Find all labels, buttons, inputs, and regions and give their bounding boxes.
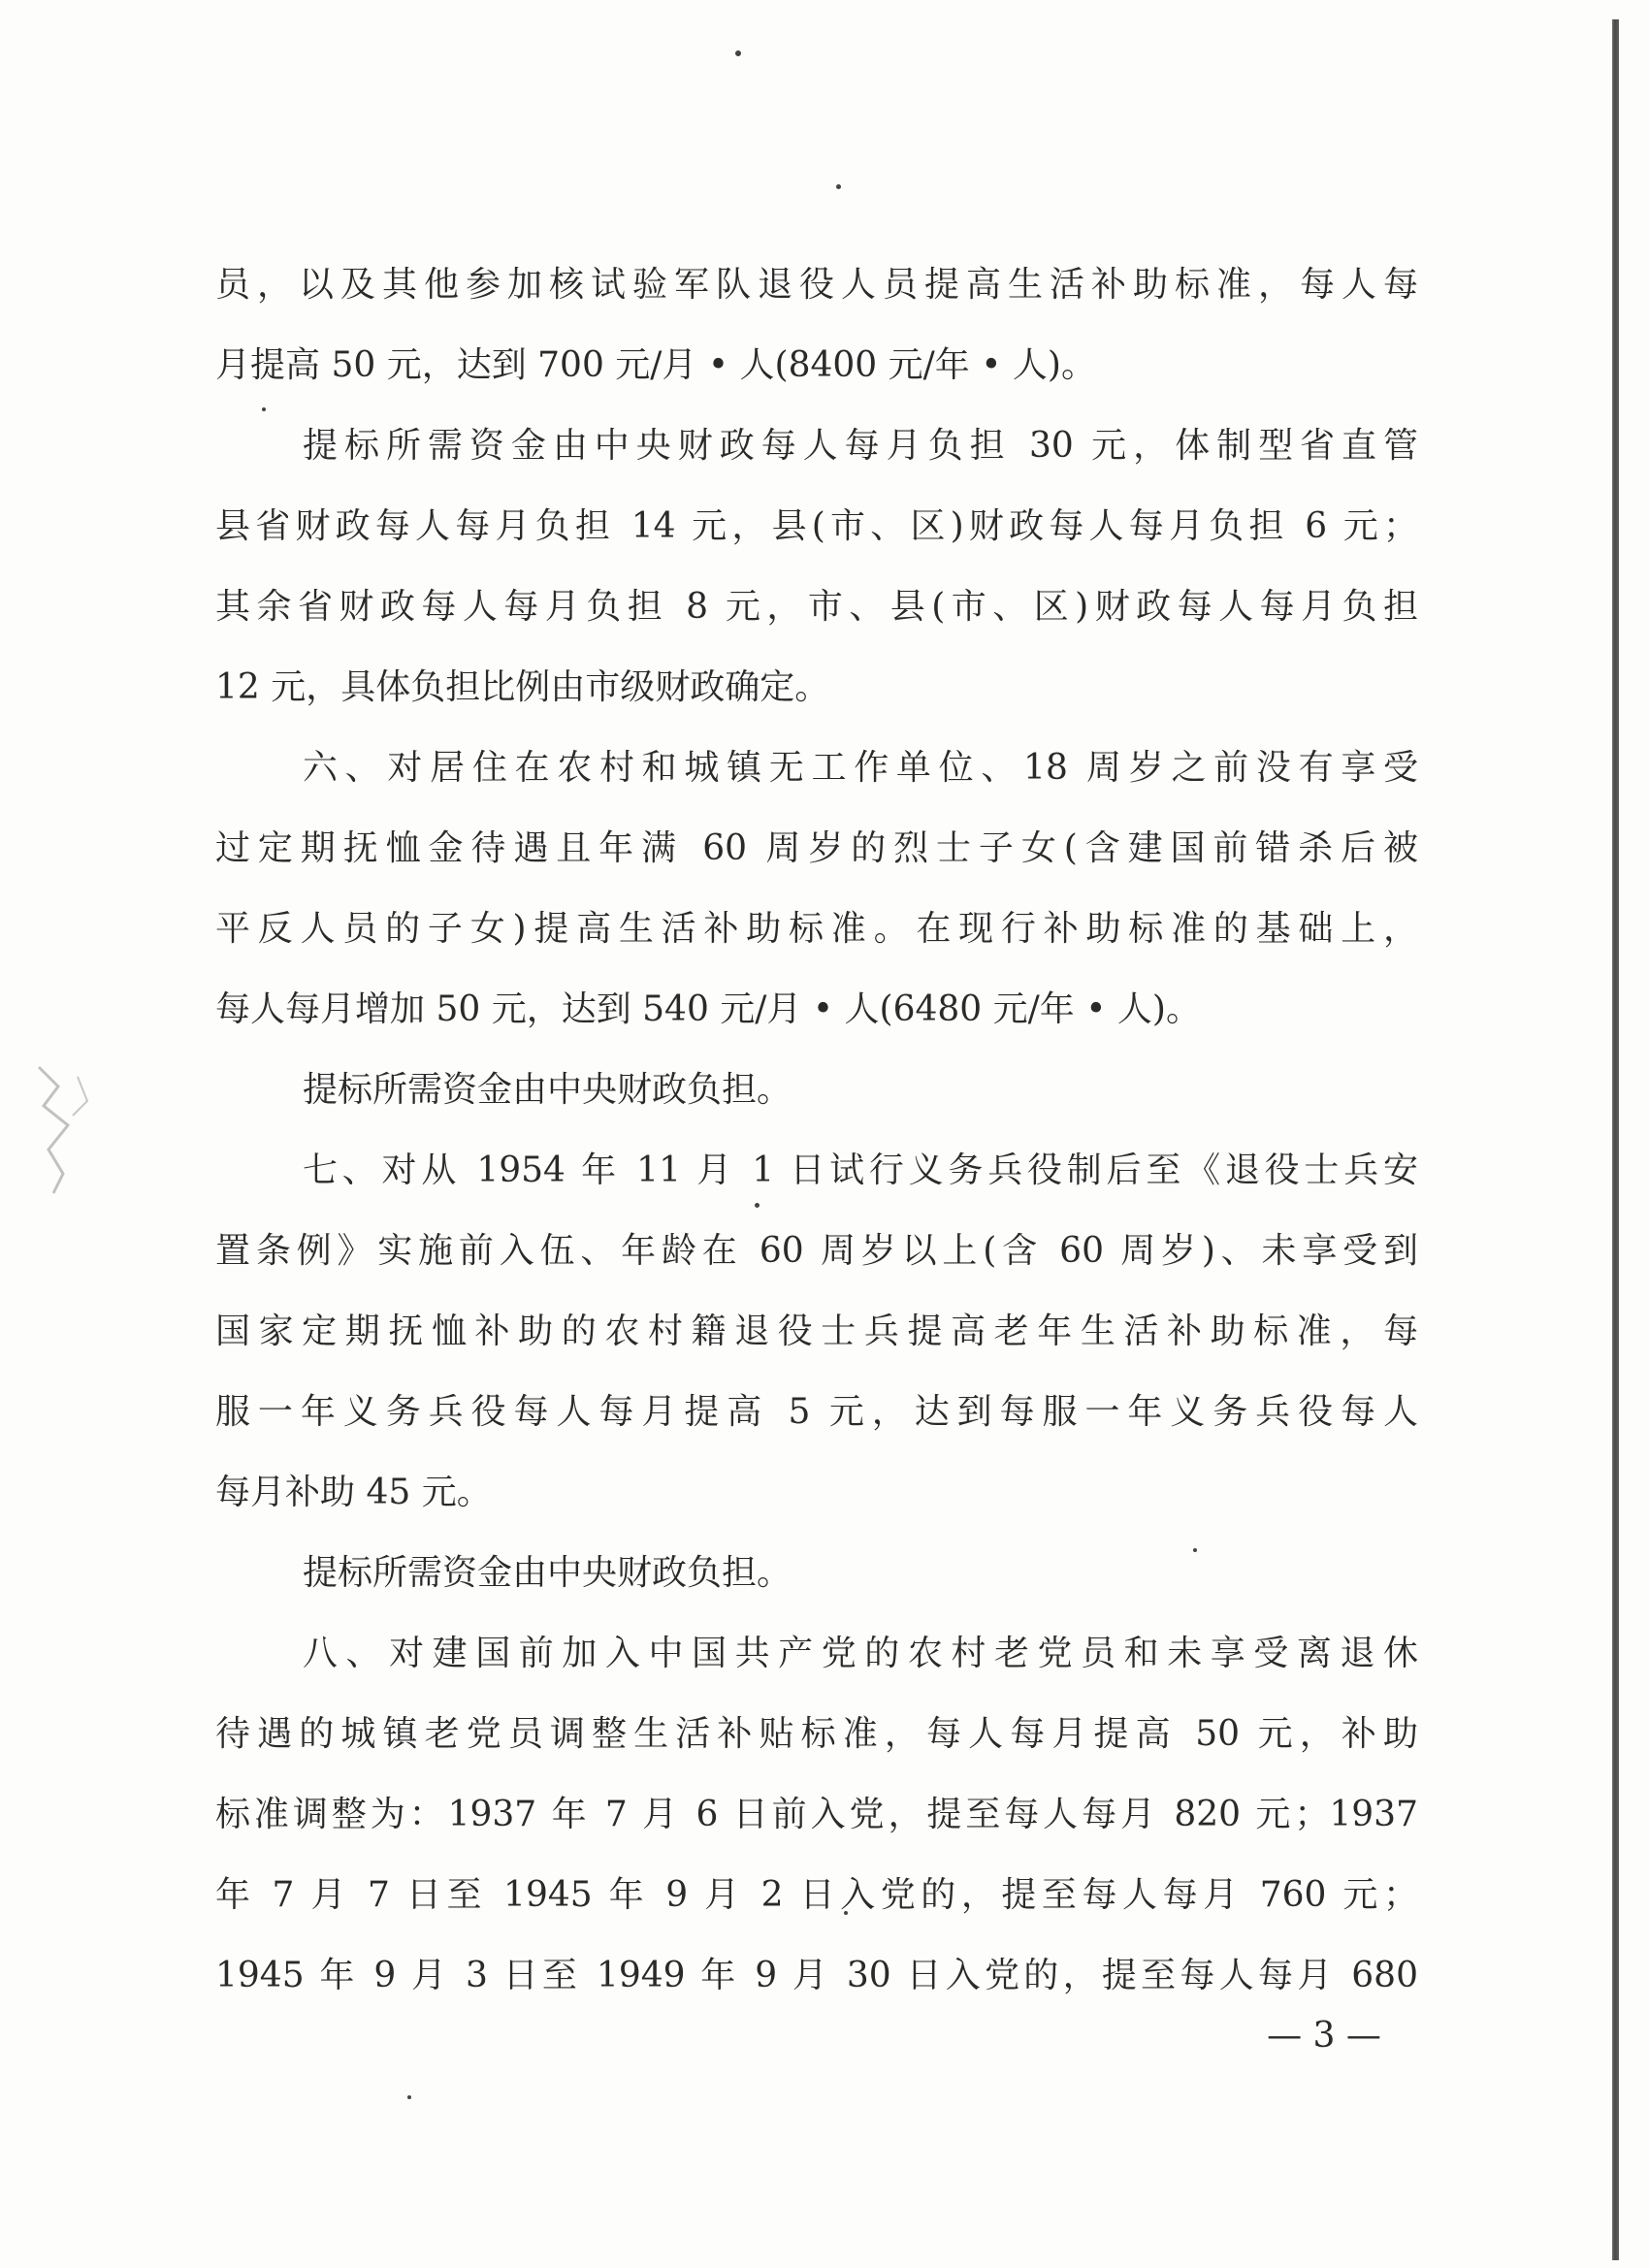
- text-line-3: 提标所需资金由中央财政每人每月负担 30 元，体制型省直管: [303, 426, 1418, 466]
- page-number: — 3 —: [1267, 2016, 1381, 2056]
- text-line-20: 标准调整为：1937 年 7 月 6 日前入党，提至每人每月 820 元；1937: [215, 1795, 1418, 1834]
- text-line-19: 待遇的城镇老党员调整生活补贴标准，每人每月提高 50 元，补助: [215, 1714, 1418, 1754]
- text-line-6: 12 元，具体负担比例由市级财政确定。: [215, 667, 830, 707]
- text-line-12: 七、对从 1954 年 11 月 1 日试行义务兵役制后至《退役士兵安: [303, 1150, 1418, 1190]
- text-line-21: 年 7 月 7 日至 1945 年 9 月 2 日入党的，提至每人每月 760 元；: [215, 1875, 1418, 1915]
- text-line-15: 服一年义务兵役每人每月提高 5 元，达到每服一年义务兵役每人: [215, 1392, 1418, 1432]
- scan-speck: [836, 184, 841, 189]
- text-line-4: 县省财政每人每月负担 14 元，县(市、区)财政每人每月负担 6 元；: [215, 506, 1418, 546]
- body-text: [215, 244, 1418, 2016]
- text-line-13: 置条例》实施前入伍、年龄在 60 周岁以上(含 60 周岁)、未享受到: [215, 1231, 1418, 1271]
- text-line-14: 国家定期抚恤补助的农村籍退役士兵提高老年生活补助标准，每: [215, 1312, 1418, 1351]
- text-line-16: 每月补助 45 元。: [215, 1473, 492, 1512]
- text-line-9: 平反人员的子女)提高生活补助标准。在现行补助标准的基础上，: [215, 909, 1418, 949]
- text-line-5: 其余省财政每人每月负担 8 元，市、县(市、区)财政每人每月负担: [215, 587, 1418, 627]
- scan-speck: [735, 50, 741, 56]
- text-line-11: 提标所需资金由中央财政负担。: [303, 1070, 792, 1110]
- scan-smudge-mark: [19, 1057, 107, 1203]
- text-line-18: 八、对建国前加入中国共产党的农村老党员和未享受离退休: [303, 1634, 1418, 1673]
- scan-edge-shadow: [1612, 19, 1619, 2260]
- text-line-1: 员，以及其他参加核试验军队退役人员提高生活补助标准，每人每: [215, 265, 1418, 305]
- text-line-2: 月提高 50 元，达到 700 元/月 • 人(8400 元/年 • 人)。: [215, 345, 1096, 385]
- text-line-22: 1945 年 9 月 3 日至 1949 年 9 月 30 日入党的，提至每人每月 680: [215, 1956, 1418, 1995]
- scan-speck: [407, 2095, 411, 2099]
- text-line-8: 过定期抚恤金待遇且年满 60 周岁的烈士子女(含建国前错杀后被: [215, 828, 1418, 868]
- text-line-7: 六、对居住在农村和城镇无工作单位、18 周岁之前没有享受: [303, 748, 1418, 788]
- text-line-10: 每人每月增加 50 元，达到 540 元/月 • 人(6480 元/年 • 人)。: [215, 989, 1201, 1029]
- text-line-17: 提标所需资金由中央财政负担。: [303, 1553, 792, 1593]
